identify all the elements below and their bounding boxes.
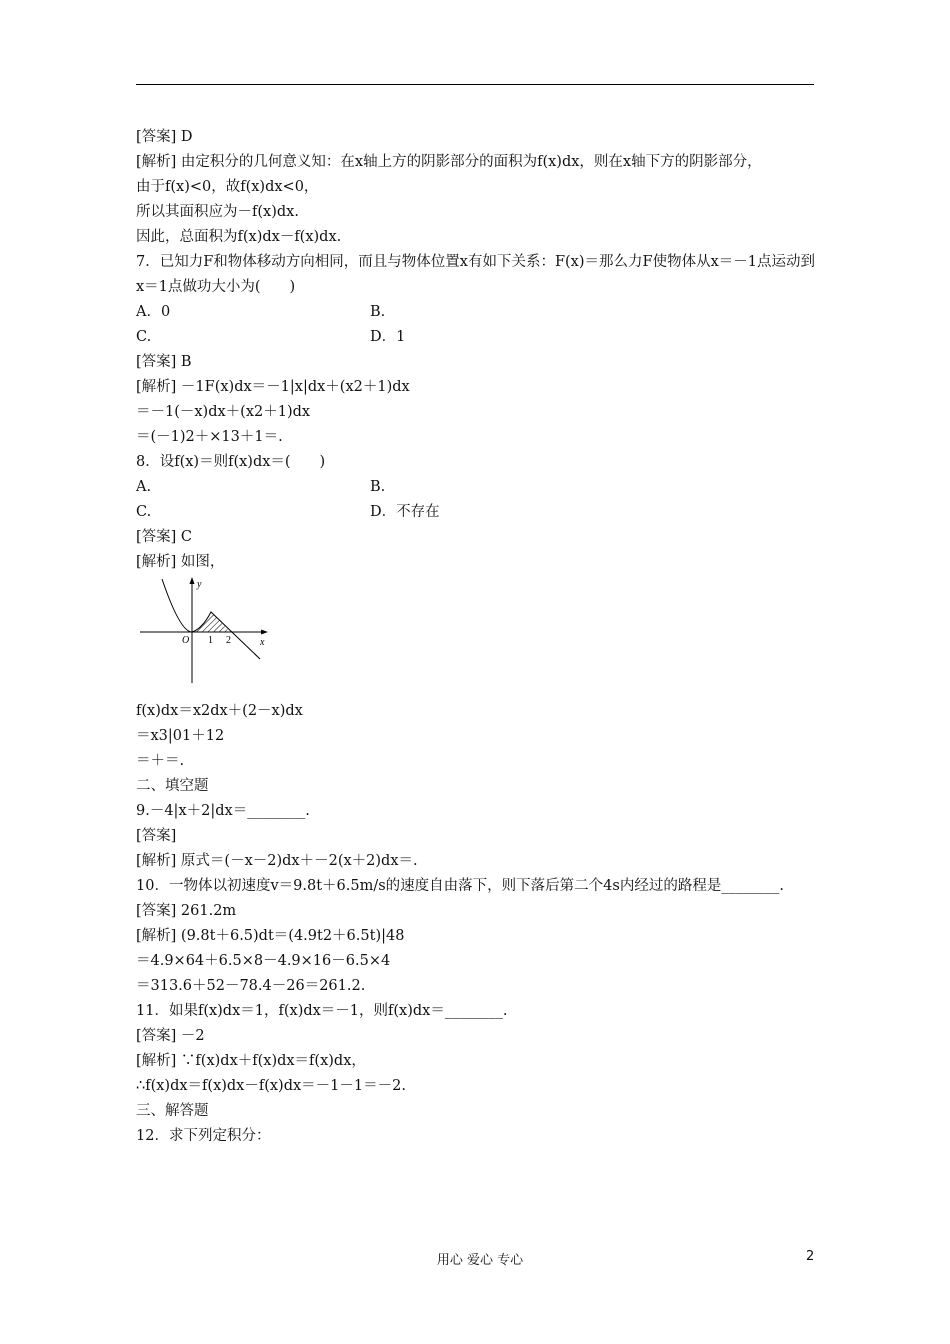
analysis-7-line2: ＝－1(－x)dx＋(x2＋1)dx	[136, 404, 311, 420]
tick-label-1: 1	[208, 635, 213, 646]
answer-9: [答案]	[136, 828, 177, 844]
analysis-11-line2: ∴f(x)dx＝f(x)dx－f(x)dx＝－1－1＝－2.	[136, 1078, 406, 1094]
option-c: C.	[136, 329, 152, 345]
question-7-options-row2	[136, 325, 826, 350]
y-axis-arrow	[190, 577, 195, 584]
analysis-7-line3: ＝(－1)2＋×13＋1＝.	[136, 429, 283, 445]
y-axis-label: y	[197, 579, 202, 590]
answer-6: [答案] D	[136, 129, 193, 145]
question-8-options-row2	[136, 500, 826, 525]
analysis-11: [解析] ∵f(x)dx＋f(x)dx＝f(x)dx，	[136, 1053, 366, 1069]
page-number: 2	[806, 1249, 815, 1264]
analysis-10-line2: ＝4.9×64＋6.5×8－4.9×16－6.5×4	[136, 953, 391, 969]
analysis-8-line3: ＝x3|01＋12	[136, 728, 225, 744]
option-d: D．1	[370, 329, 406, 345]
analysis-8-line2: f(x)dx＝x2dx＋(2－x)dx	[136, 703, 303, 719]
analysis-9: [解析] 原式＝(－x－2)dx＋－2(x＋2)dx＝.	[136, 853, 418, 869]
option-d: D．不存在	[370, 504, 440, 520]
question-8: 8．设f(x)＝则f(x)dx＝( )	[136, 454, 326, 470]
answer-8: [答案] C	[136, 529, 193, 545]
answer-10: [答案] 261.2m	[136, 903, 237, 919]
analysis-10: [解析] (9.8t＋6.5)dt＝(4.9t2＋6.5t)|48	[136, 928, 405, 944]
question-12: 12．求下列定积分：	[136, 1128, 271, 1144]
tick-label-2: 2	[226, 635, 231, 646]
section-fill-in: 二、填空题	[136, 778, 209, 794]
question-8-options-row1	[136, 475, 826, 500]
analysis-6-line4: 因此，总面积为f(x)dx－f(x)dx.	[136, 229, 342, 245]
question-7: 7．已知力F和物体移动方向相同，而且与物体位置x有如下关系：F(x)＝那么力F使物体从x＝－1点运动到x＝1点做功大小为( )	[136, 254, 815, 295]
option-b: B.	[370, 479, 386, 495]
question-7-options-row1	[136, 300, 826, 325]
answer-7: [答案] B	[136, 354, 192, 370]
analysis-6-line3: 所以其面积应为－f(x)dx.	[136, 204, 299, 220]
origin-label: O	[182, 635, 190, 646]
header-rule	[136, 84, 814, 85]
footer-motto: 用心 爱心 专心	[436, 1253, 524, 1268]
question-9: 9.－4|x＋2|dx＝________.	[136, 803, 310, 819]
question-10: 10．一物体以初速度v＝9.8t＋6.5m/s的速度自由落下，则下落后第二个4s内经过的路程是________.	[136, 878, 784, 894]
analysis-7: [解析] －1F(x)dx＝－1|x|dx＋(x2＋1)dx	[136, 379, 410, 395]
x-axis-arrow	[261, 630, 268, 635]
option-b: B.	[370, 304, 386, 320]
analysis-8-line4: ＝＋＝.	[136, 753, 185, 769]
analysis-6: [解析] 由定积分的几何意义知：在x轴上方的阴影部分的面积为f(x)dx，则在x轴下方的阴影部分，	[136, 154, 762, 170]
option-a: A.	[136, 479, 152, 495]
analysis-10-line3: ＝313.6＋52－78.4－26＝261.2.	[136, 978, 366, 994]
analysis-6-line2: 由于f(x)<0，故f(x)dx<0，	[136, 179, 319, 195]
option-c: C.	[136, 504, 152, 520]
document-body	[136, 125, 826, 1149]
function-graph-figure	[136, 575, 826, 699]
x-axis-label: x	[260, 637, 265, 648]
analysis-8: [解析] 如图，	[136, 554, 225, 570]
function-graph	[140, 575, 280, 685]
option-a: A．0	[136, 304, 171, 320]
question-11: 11．如果f(x)dx＝1，f(x)dx＝－1，则f(x)dx＝________.	[136, 1003, 508, 1019]
answer-11: [答案] －2	[136, 1028, 205, 1044]
section-solve: 三、解答题	[136, 1103, 209, 1119]
